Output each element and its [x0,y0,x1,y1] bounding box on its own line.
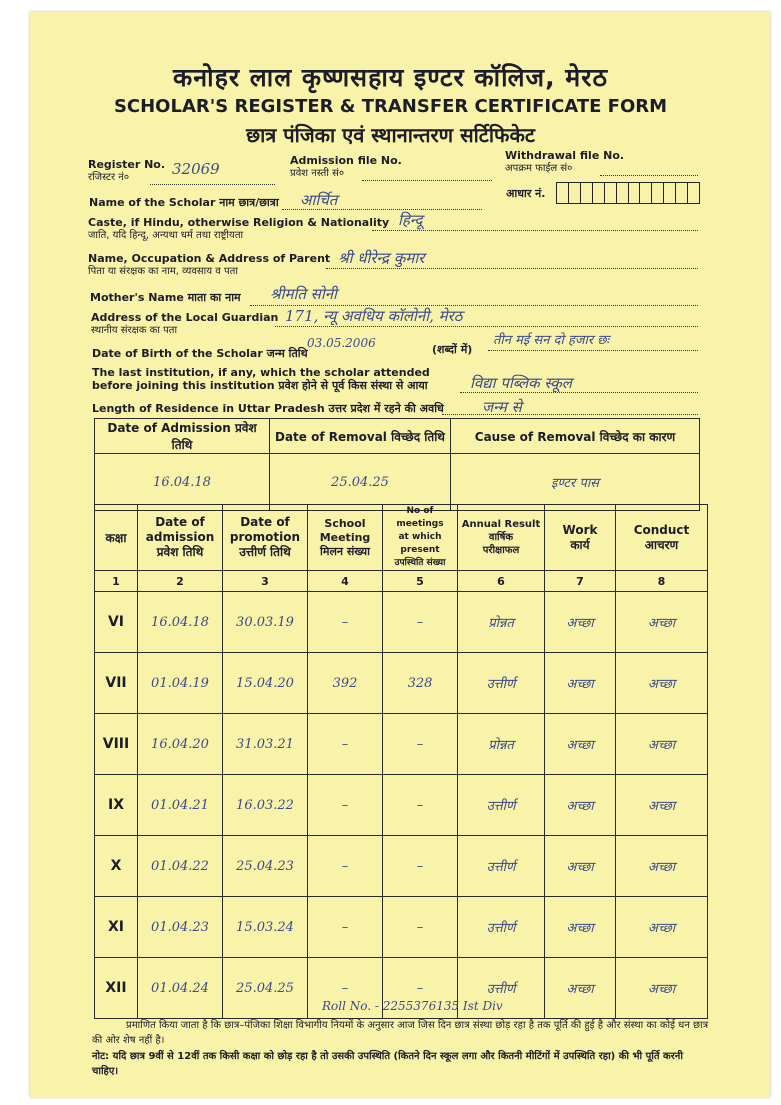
admission-date-value: 16.04.18 [95,454,270,511]
conduct-cell: अच्छा [616,592,708,653]
mother-label: Mother's Name माता का नाम [90,291,241,304]
result-cell: प्रोन्नत [458,592,545,653]
footer-note: नोट: यदि छात्र 9वीं से 12वीं तक किसी कक्षा को छोड़ रहा है तो उसकी उपस्थिति (कितने दिन स्कूल लगा और कितनी मीटिंगों में उपस्थिति रहा) की भी पूर्ति करनी चाहिए। [92,1051,683,1077]
present-header: No of meetings at which present उपस्थिति संख्या [383,505,458,571]
work-cell: अच्छा [545,958,616,1019]
admission-date-cell: 16.04.18 [138,592,223,653]
meeting-header: School Meeting मिलन संख्या [308,505,383,571]
admission-date-header: Date of Admission प्रवेश तिथि [95,419,270,454]
promotion-header: Date of promotion उत्तीर्ण तिथि [223,505,308,571]
meeting-count-cell: – [308,775,383,836]
table-row [95,775,708,836]
admission-date-cell: 01.04.23 [138,897,223,958]
caste-value: हिन्दू [398,211,423,229]
promotion-date-cell: 15.03.24 [223,897,308,958]
result-header: Annual Result वार्षिक परीक्षाफल [458,505,545,571]
register-no-value: 32069 [172,160,220,178]
meeting-count-cell: – [308,958,383,1019]
result-cell: उत्तीर्ण [458,897,545,958]
result-cell: उत्तीर्ण [458,775,545,836]
admission-header: Date of admission प्रवेश तिथि [138,505,223,571]
promotion-date-cell: 30.03.19 [223,592,308,653]
conduct-header: Conduct आचरण [616,505,708,571]
conduct-cell: अच्छा [616,836,708,897]
work-cell: अच्छा [545,653,616,714]
admission-date-cell: 01.04.19 [138,653,223,714]
result-cell: उत्तीर्ण [458,836,545,897]
removal-date-header: Date of Removal विच्छेद तिथि [270,419,451,454]
work-cell: अच्छा [545,714,616,775]
table-row [95,714,708,775]
guardian-label: Address of the Local Guardian स्थानीय संरक्षक का पता [91,311,279,336]
class-cell: IX [95,775,138,836]
class-cell: VII [95,653,138,714]
dob-words-label: (शब्दों में) [432,343,473,356]
meeting-count-cell: – [308,592,383,653]
present-count-cell: – [383,592,458,653]
meeting-count-cell: – [308,714,383,775]
col-number: 1 [95,571,138,592]
aadhar-label: आधार नं. [506,187,546,200]
admission-date-cell: 01.04.24 [138,958,223,1019]
work-header: Work कार्य [545,505,616,571]
col-number: 2 [138,571,223,592]
col-number: 8 [616,571,708,592]
class-record-table [94,504,708,1019]
class-cell: VI [95,592,138,653]
promotion-date-cell: 25.04.23 [223,836,308,897]
result-cell: उत्तीर्ण [458,958,545,1019]
conduct-cell: अच्छा [616,775,708,836]
form-title-english: SCHOLAR'S REGISTER & TRANSFER CERTIFICATE FORM [113,96,668,117]
roll-number-note: Roll No. - 2255376135 Ist Div [322,999,503,1013]
class-header: कक्षा [95,505,138,571]
promotion-date-cell: 15.04.20 [223,653,308,714]
certification-text: प्रमाणित किया जाता है कि छात्र–पंजिका शिक्षा विभागीय नियमों के अनुसार आज जिस दिन छात्र संस्था छोड़ रहा है तक पूर्ति की हुई है और संस्था का कोई धन छात्र की ओर शेष नहीं है। [92,1020,709,1046]
admission-file-label: Admission file No. प्रवेश नस्ती सं० [290,154,402,179]
caste-label: Caste, if Hindu, otherwise Religion & Nationality जाति, यदि हिन्दू, अन्यथा धर्म तथा राष्ट्रीयता [88,216,390,241]
last-institution-value: विद्या पब्लिक स्कूल [470,374,572,392]
conduct-cell: अच्छा [616,653,708,714]
conduct-cell: अच्छा [616,897,708,958]
class-cell: VIII [95,714,138,775]
class-cell: XI [95,897,138,958]
col-number: 3 [223,571,308,592]
promotion-date-cell: 16.03.22 [223,775,308,836]
col-number: 4 [308,571,383,592]
table-row [95,653,708,714]
form-title-hindi: छात्र पंजिका एवं स्थानान्तरण सर्टिफिकेट [246,123,535,147]
admission-date-cell: 01.04.21 [138,775,223,836]
scholar-name-value: आर्चित [300,191,338,209]
work-cell: अच्छा [545,836,616,897]
present-count-cell: – [383,958,458,1019]
last-institution-label: The last institution, if any, which the scholar attended before joining this institution प्रवेश होने से पूर्व किस संस्था से आया [92,366,430,392]
dob-value: 03.05.2006 [307,336,376,350]
removal-cause-value: इण्टर पास [451,454,700,511]
table-row [95,897,708,958]
class-cell: X [95,836,138,897]
promotion-date-cell: 31.03.21 [223,714,308,775]
present-count-cell: – [383,714,458,775]
meeting-count-cell: – [308,836,383,897]
withdrawal-file-label: Withdrawal file No. अपक्रम फाईल सं० [505,149,625,174]
admission-date-cell: 16.04.20 [138,714,223,775]
present-count-cell: 328 [383,653,458,714]
admission-removal-table [94,418,700,511]
meeting-count-cell: 392 [308,653,383,714]
parent-label: Name, Occupation & Address of Parent पिता या संरक्षक का नाम, व्यवसाय व पता [88,252,331,277]
admission-date-cell: 01.04.22 [138,836,223,897]
dob-label: Date of Birth of the Scholar जन्म तिथि [92,347,308,360]
parent-value: श्री धीरेन्द्र कुमार [338,249,425,267]
col-number: 6 [458,571,545,592]
removal-date-value: 25.04.25 [270,454,451,511]
table-row [95,836,708,897]
removal-cause-header: Cause of Removal विच्छेद का कारण [451,419,700,454]
scholar-name-label: Name of the Scholar नाम छात्र/छात्रा [89,196,279,209]
present-count-cell: – [383,836,458,897]
residence-label: Length of Residence in Uttar Pradesh उत्तर प्रदेश में रहने की अवधि [92,402,444,415]
college-name: कनोहर लाल कृष्णसहाय इण्टर कॉलिज, मेरठ [173,63,608,92]
conduct-cell: अच्छा [616,714,708,775]
work-cell: अच्छा [545,592,616,653]
aadhar-boxes [556,182,700,204]
present-count-cell: – [383,775,458,836]
col-number: 5 [383,571,458,592]
conduct-cell: अच्छा [616,958,708,1019]
class-cell: XII [95,958,138,1019]
col-number: 7 [545,571,616,592]
work-cell: अच्छा [545,897,616,958]
mother-value: श्रीमति सोनी [270,285,337,303]
register-no-label: Register No. रजिस्टर नं० [88,158,166,183]
meeting-count-cell: – [308,897,383,958]
promotion-date-cell: 25.04.25 [223,958,308,1019]
present-count-cell: – [383,897,458,958]
residence-value: जन्म से [482,398,522,416]
dob-words-value: तीन मई सन दो हजार छः [493,333,610,348]
work-cell: अच्छा [545,775,616,836]
result-cell: उत्तीर्ण [458,653,545,714]
guardian-value: 171, न्यू अवधिय कॉलोनी, मेरठ [285,307,463,325]
result-cell: प्रोन्नत [458,714,545,775]
table-row [95,592,708,653]
